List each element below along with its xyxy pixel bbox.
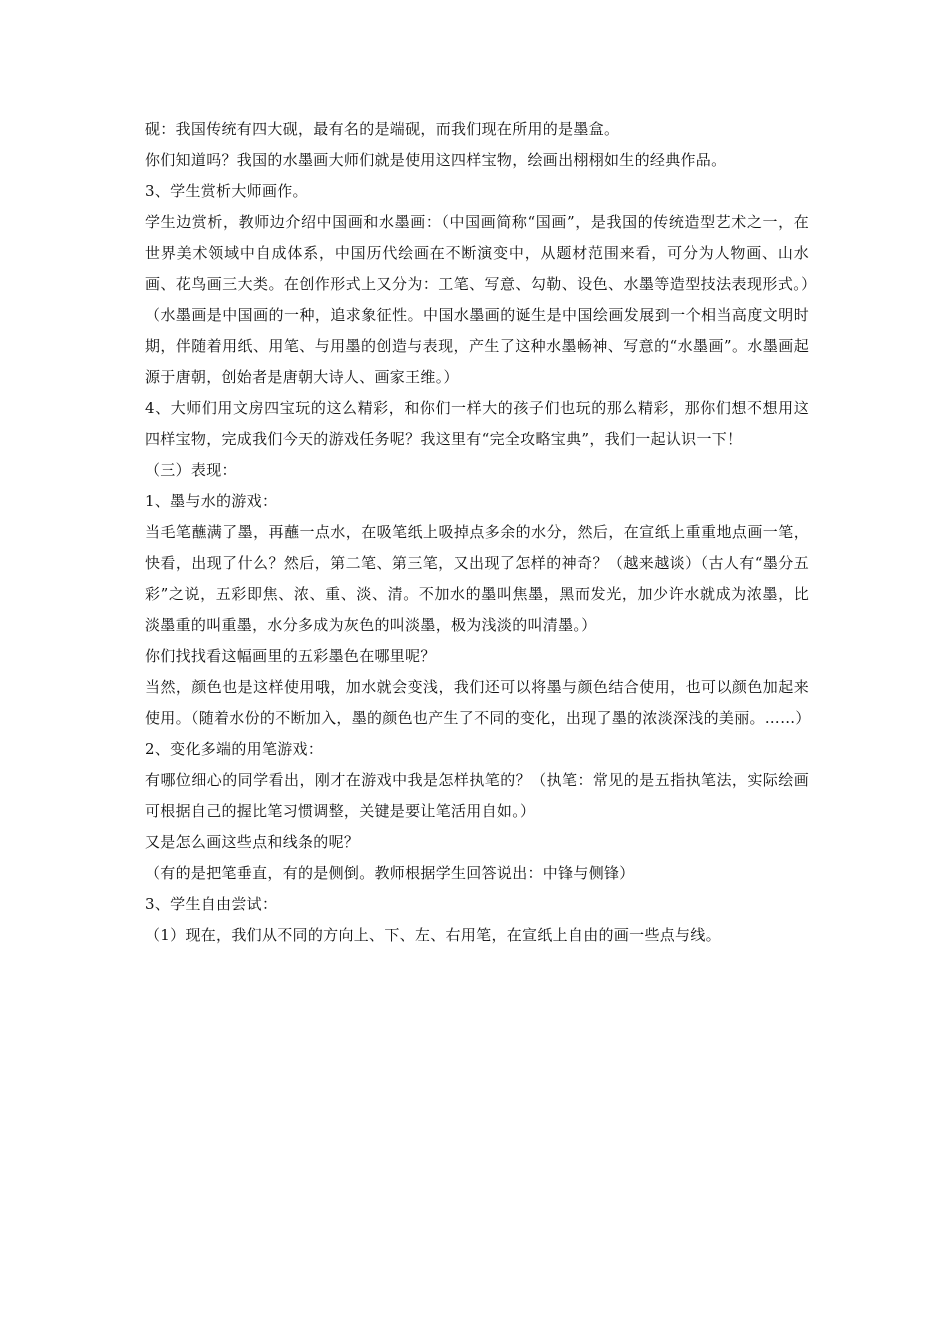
paragraph-chinese-painting-intro: 学生边赏析，教师边介绍中国画和水墨画：（中国画简称“国画”，是我国的传统造型艺术之一，在世界美术领域中自成体系，中国历代绘画在不断演变中，从题材范围来看，可分为人物画、山水画、花鸟画三大类。在创作形式上又分为：工笔、写意、勾勒、设色、水墨等造型技法表现形式。）（水墨画是中国画的一种，追求象征性。中国水墨画的诞生是中国绘画发展到一个相当高度文明时期，伴随着用纸、用笔、与用墨的创造与表现，产生了这种水墨畅神、写意的“水墨画”。水墨画起源于唐朝，创始者是唐朝大诗人、画家王维。） (145, 213, 809, 386)
section-heading-expression: （三）表现： (145, 461, 237, 479)
paragraph-ink-water-heading: 1、墨与水的游戏： (145, 492, 278, 510)
paragraph-free-try-heading: 3、学生自由尝试： (145, 895, 278, 913)
paragraph-ink-water-body: 当毛笔蘸满了墨，再蘸一点水，在吸笔纸上吸掉点多余的水分，然后，在宣纸上重重地点画一笔，快看，出现了什么？然后，第二笔、第三笔，又出现了怎样的神奇？（越来越谈）（古人有“墨分五彩”之说，五彩即焦、浓、重、淡、清。不加水的墨叫焦墨，黑而发光，加少许水就成为浓墨，比淡墨重的叫重墨，水分多成为灰色的叫淡墨，极为浅淡的叫清墨。） (145, 523, 809, 634)
paragraph-inkstone: 砚：我国传统有四大砚，最有名的是端砚，而我们现在所用的是墨盒。 (145, 120, 620, 138)
paragraph-masters-intro: 你们知道吗？我国的水墨画大师们就是使用这四样宝物，绘画出栩栩如生的经典作品。 (145, 151, 727, 169)
paragraph-brush-holding: 有哪位细心的同学看出，刚才在游戏中我是怎样执笔的？（执笔：常见的是五指执笔法，实际绘画可根据自己的握比笔习惯调整，关键是要让笔活用自如。） (145, 771, 809, 820)
paragraph-free-try-step-1: （1）现在，我们从不同的方向上、下、左、右用笔，在宣纸上自由的画一些点与线。 (145, 926, 721, 944)
paragraph-brush-game-heading: 2、变化多端的用笔游戏： (145, 740, 324, 758)
document-body (145, 114, 809, 951)
paragraph-color-usage: 当然，颜色也是这样使用哦，加水就会变浅，我们还可以将墨与颜色结合使用，也可以颜色加起来使用。（随着水份的不断加入，墨的颜色也产生了不同的变化，出现了墨的浓淡深浅的美丽。……） (145, 678, 811, 727)
paragraph-step-3-heading: 3、学生赏析大师画作。 (145, 182, 308, 200)
paragraph-step-4: 4、大师们用文房四宝玩的这么精彩，和你们一样大的孩子们也玩的那么精彩，那你们想不想用这四样宝物，完成我们今天的游戏任务呢？我这里有“完全攻略宝典”，我们一起认识一下！ (145, 399, 809, 448)
paragraph-brush-tip-answer: （有的是把笔垂直，有的是侧倒。教师根据学生回答说出：中锋与侧锋） (145, 864, 635, 882)
paragraph-find-colors: 你们找找看这幅画里的五彩墨色在哪里呢？ (145, 647, 436, 665)
paragraph-dots-lines-question: 又是怎么画这些点和线条的呢？ (145, 833, 360, 851)
